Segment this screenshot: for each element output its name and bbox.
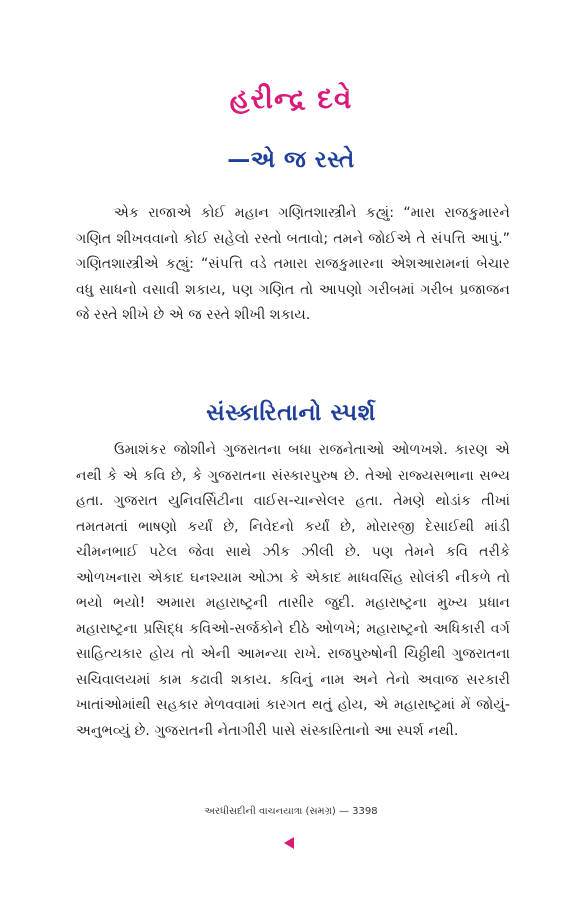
page-footer: અરધીસદીની વાચનયાત્રા (સમગ્ર) — 3398 bbox=[204, 806, 378, 817]
section-body-2: ઉમાશંકર જોશીને ગુજરાતના બધા રાજનેતાઓ ઓળખશે. કારણ એ નથી કે એ કવિ છે, કે ગુજરાતના સંસ્કારપુરુષ છે. તેઓ રાજ્યસભાના સભ્ય હતા. ગુજરાત યુનિવર્સિટીના વાઈસ-ચાન્સેલર હતા. તેમણે થોડાંક તીખાં તમતમતાં ભાષણો કર્યાં છે, નિવેદનો કર્યાં છે, મોરારજી દેસાઈથી માંડી ચીમનભાઈ પટેલ જેવા સાથે ઝીક ઝીલી છે. પણ તેમને કવિ તરીકે ઓળખનારા એકાદ ઘનશ્યામ ઓઝા કે એકાદ માધવસિંહ સોલંકી નીકળે તો ભયો ભયો! અમારા મહારાષ્ટ્રની તાસીર જુદી. મહારાષ્ટ્રના મુખ્ય પ્રધાન મહારાષ્ટ્રના પ્રસિદ્ધ કવિઓ-સર્જકોને દીઠે ઓળખે; મહારાષ્ટ્રનો અધિકારી વર્ગ સાહિત્યકાર હોય તો એની આમન્યા રાખે. રાજપુરુષોની ચિઠ્ઠીથી ગુજરાતના સચિવાલયમાં કામ કઢાવી શકાય. કવિનું નામ અને તેનો અવાજ સરકારી ખાતાંઓમાંથી સહકાર મેળવવામાં કારગત થતું હોય, એ મહારાષ્ટ્રમાં મેં જોયું-અનુભવ્યું છે. ગુજરાતની નેતાગીરી પાસે સંસ્કારિતાનો આ સ્પર્શ નથી. bbox=[76, 442, 510, 739]
section-title-1: —એ જ રસ્તે bbox=[227, 147, 355, 173]
author-name: હરીન્દ્ર દવે bbox=[229, 82, 353, 115]
prev-page-arrow-icon[interactable] bbox=[284, 837, 294, 849]
section-title-2: સંસ્કારિતાનો સ્પર્શ bbox=[206, 400, 376, 426]
section-body-1: એક રાજાએ કોઈ મહાન ગણિતશાસ્ત્રીને કહ્યું: “મારા રાજકુમારને ગણિત શીખવવાનો કોઈ સહેલો રસ્તો બતાવો; તમને જોઈએ તે સંપત્તિ આપું.” ગણિતશાસ્ત્રીએ કહ્યું: “સંપત્તિ વડે તમારા રાજકુમારના એશઆરામનાં બેચાર વધુ સાધનો વસાવી શકાય, પણ ગણિત તો આપણો ગરીબમાં ગરીબ પ્રજાજન જે રસ્તે શીખે છે એ જ રસ્તે શીખી શકાય. bbox=[76, 205, 510, 323]
